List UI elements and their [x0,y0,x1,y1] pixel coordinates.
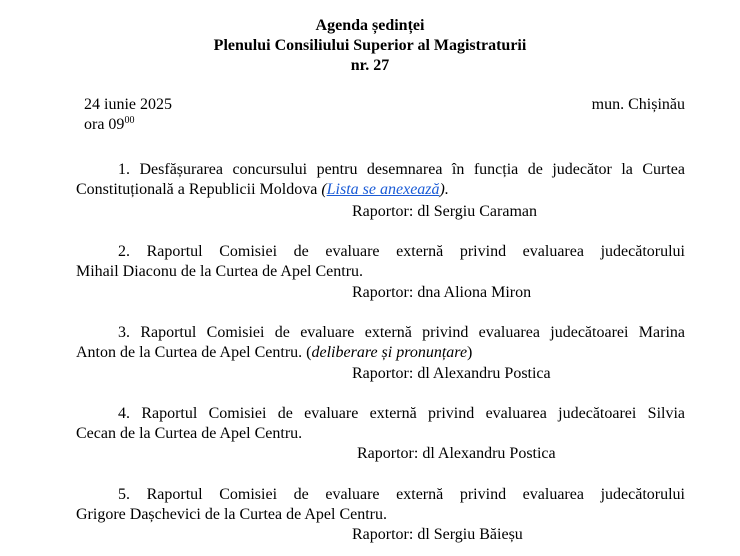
meeting-place: mun. Chișinău [591,96,685,113]
raportor-2: Raportor: dna Aliona Miron [352,284,532,301]
agenda-item-text: 1. Desfășurarea concursului pentru desemnarea în funcția de judecător la Curtea [118,161,685,178]
agenda-item-2 [76,242,685,282]
annex-list-link[interactable]: Lista se anexează [326,181,440,198]
agenda-item-3 [76,323,685,363]
raportor-5: Raportor: dl Sergiu Băieșu [352,526,523,543]
meeting-datetime [84,95,172,135]
meeting-time-hour: ora 09 [84,116,125,133]
meeting-time-minutes: 00 [124,115,135,126]
agenda-title: Agenda ședinței [315,17,425,34]
agenda-item-1 [76,160,685,200]
agenda-item-text: 3. Raportul Comisiei de evaluare externă privind evaluarea judecătoarei Marina [118,324,685,341]
agenda-item-5 [76,485,685,525]
agenda-subtitle: Plenului Consiliului Superior al Magistraturii [213,37,527,54]
agenda-item-text-cont [76,180,685,200]
link-paren-close: ). [439,181,449,198]
agenda-item-text: 4. Raportul Comisiei de evaluare externă privind evaluarea judecătoarei Silvia [118,405,685,422]
agenda-item-text: 2. Raportul Comisiei de evaluare externă privind evaluarea judecătorului [118,243,685,260]
agenda-item-text-cont: Mihail Diaconu de la Curtea de Apel Centru. [76,263,364,280]
agenda-item-note: deliberare și pronunțare [311,344,468,361]
agenda-item-text: 5. Raportul Comisiei de evaluare externă privind evaluarea judecătorului [118,486,685,503]
raportor-3: Raportor: dl Alexandru Postica [352,365,551,382]
raportor-4: Raportor: dl Alexandru Postica [357,445,556,462]
agenda-item-4 [76,404,685,444]
agenda-item-text-end: ) [467,344,473,361]
meeting-time [84,115,172,135]
meeting-date: 24 iunie 2025 [84,96,172,113]
agenda-number: nr. 27 [350,57,390,74]
agenda-item-text-cont: Cecan de la Curtea de Apel Centru. [76,425,303,442]
agenda-item-text-part: Anton de la Curtea de Apel Centru. ( [76,344,312,361]
agenda-item-text-part: Constituțională a Republicii Moldova [76,181,322,198]
agenda-item-text-cont: Grigore Dașchevici de la Curtea de Apel Centru. [76,506,387,523]
raportor-1: Raportor: dl Sergiu Caraman [352,203,537,220]
agenda-header [0,16,740,76]
agenda-item-text-cont [76,343,685,363]
link-paren-open: ( [321,181,327,198]
